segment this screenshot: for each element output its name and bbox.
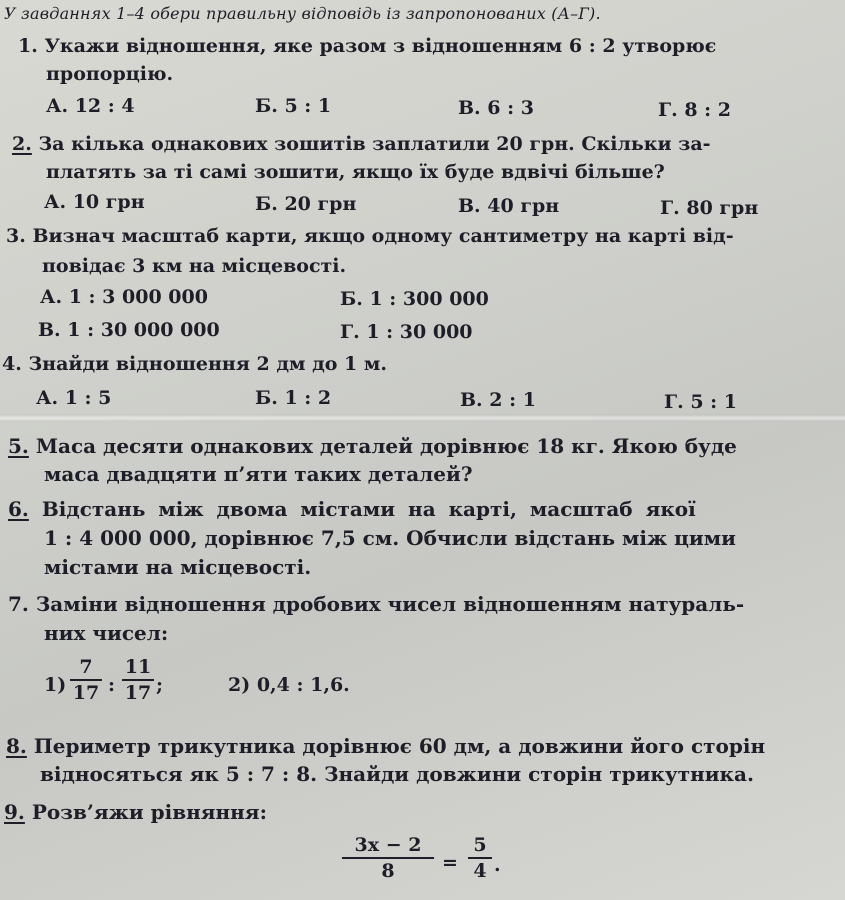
task-3-line-2: повідає 3 км на місцевості. [42,255,347,277]
task-1-line-1: 1. Укажи відношення, яке разом з відношенням 6 : 2 утворює [18,35,717,57]
task-number: 1. [18,35,38,57]
task-6-line-3: містами на місцевості. [44,555,312,579]
task-9-line-1: 9. Розв’яжи рівняння: [4,800,267,824]
option-c: В. 6 : 3 [458,97,534,119]
subtask-2: 2) 0,4 : 1,6. [228,674,350,696]
task-number: 4. [2,353,22,375]
option-a: А. 1 : 5 [36,387,112,409]
task-number: 9. [4,800,25,824]
task-3-line-1: 3. Визнач масштаб карти, якщо одному сантиметру на карті від- [6,225,734,247]
fraction-7-17: 7 17 [70,656,102,704]
task-7-line-2: них чисел: [44,621,169,645]
task-5-line-1: 5. Маса десяти однакових деталей дорівнює 18 кг. Якою буде [8,434,737,458]
equation-left-fraction: 3x − 2 8 [342,834,434,882]
period: . [494,854,501,876]
option-a: А. 1 : 3 000 000 [40,286,208,308]
task-4-line-1: 4. Знайди відношення 2 дм до 1 м. [2,353,388,375]
option-c: В. 1 : 30 000 000 [38,319,220,341]
task-number: 6. [8,497,29,521]
task-6-line-1: 6. Відстань між двома містами на карті, масштаб якої [8,497,696,521]
equals-sign: = [442,852,458,874]
option-d: Г. 1 : 30 000 [340,321,473,343]
option-d: Г. 8 : 2 [658,99,732,121]
fraction-11-17: 11 17 [122,656,154,704]
option-d: Г. 80 грн [660,197,759,219]
colon: : [108,674,116,696]
option-b: Б. 5 : 1 [255,95,332,117]
task-number: 7. [8,592,29,616]
task-8-line-2: відносяться як 5 : 7 : 8. Знайди довжини сторін трикутника. [40,762,754,786]
task-number: 3. [6,225,26,247]
task-number: 2. [12,133,32,155]
task-2-line-1: 2. За кілька однакових зошитів заплатили 20 грн. Скільки за- [12,133,711,155]
option-b: Б. 1 : 300 000 [340,288,489,310]
option-b: Б. 1 : 2 [255,387,332,409]
task-2-line-2: платять за ті самі зошити, якщо їх буде вдвічі більше? [46,161,665,183]
equation-right-fraction: 5 4 [468,834,492,882]
option-b: Б. 20 грн [255,193,357,215]
task-5-line-2: маса двадцяти п’яти таких деталей? [44,462,473,486]
option-c: В. 2 : 1 [460,389,536,411]
subtask-1-label: 1) [44,674,67,696]
option-d: Г. 5 : 1 [664,391,738,413]
task-number: 8. [6,734,27,758]
semicolon: ; [156,674,164,696]
option-c: В. 40 грн [458,195,560,217]
task-8-line-1: 8. Периметр трикутника дорівнює 60 дм, а довжини його сторін [6,734,766,758]
instructions: У завданнях 1–4 обери правильну відповідь із запропонованих (А–Г). [4,4,601,23]
task-1-line-2: пропорцію. [46,63,174,85]
option-a: А. 10 грн [44,191,145,213]
option-a: А. 12 : 4 [46,95,135,117]
task-6-line-2: 1 : 4 000 000, дорівнює 7,5 см. Обчисли відстань між цими [44,526,736,550]
task-number: 5. [8,434,29,458]
task-7-line-1: 7. Заміни відношення дробових чисел відношенням натураль- [8,592,745,616]
